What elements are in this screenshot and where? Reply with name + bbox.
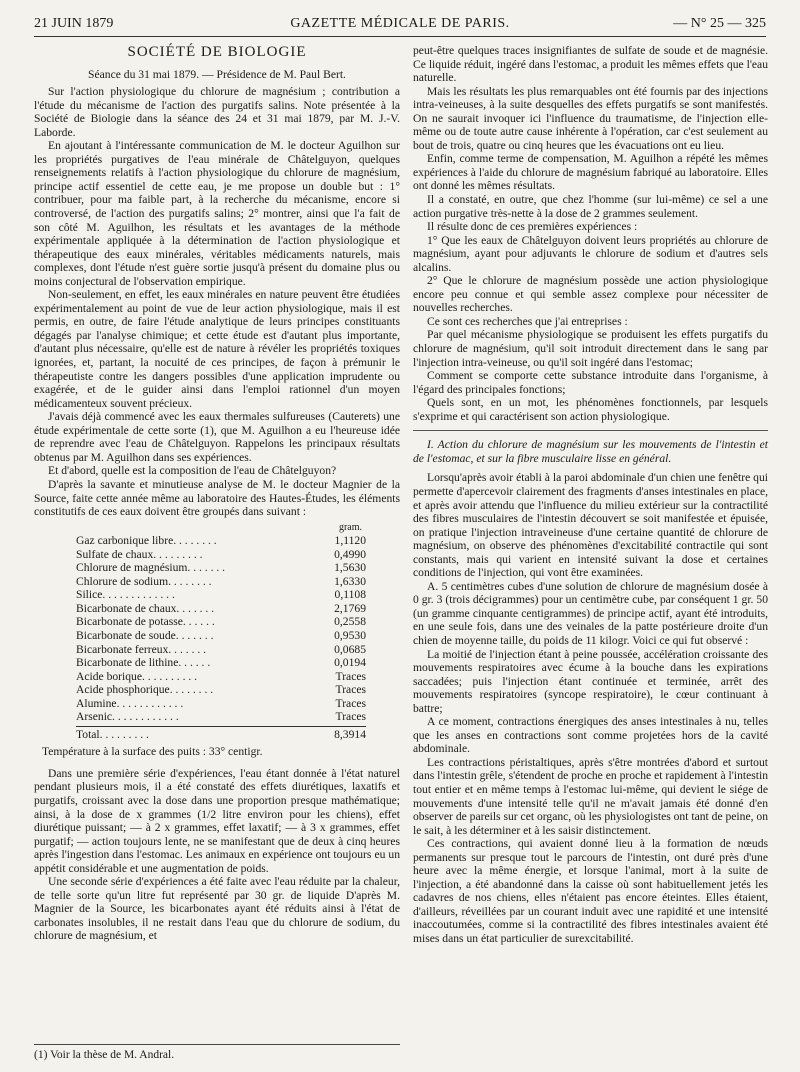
paragraph: Lorsqu'après avoir établi à la paroi abdominale d'un chien une fenêtre qui permette d'apercevoir clairement des fragments d'anses intestinales en place, et après avoir attendu que l'influence du milieu extérieur sur la contractilité des fibres musculaires de l'intestin découvert se soit manifestée et épuisée, on pratique l'injection intraveineuse d'une certaine quantité de chlorure de magnésium, on observe des phénomènes d'excitabilité contractile qui sont constants, mais qui varient en intensité suivant la dose et certaines conditions de l'injection, qui vont être examinées. xyxy=(413,471,768,580)
left-column xyxy=(34,44,400,943)
table-row xyxy=(76,575,366,589)
table-cell-name: Acide phosphorique. . . . . . . . xyxy=(76,683,214,697)
table-cell-value: 0,4990 xyxy=(334,547,366,561)
paragraph: 1° Que les eaux de Châtelguyon doivent leurs propriétés au chlorure de magnésium, ayant pour adjuvants le chlorure de sodium et d'autres sels alcalins. xyxy=(413,233,768,274)
table-cell-value: Traces xyxy=(335,669,366,683)
paragraph: Une seconde série d'expériences a été faite avec l'eau réduite par la chaleur, de telle sorte qu'un litre fut représenté par 30 gr. de liquide D'après M. Magnier de la Source, les bicarbonates ayant été réduits ainsi à l'état de carbonates insolubles, il ne restait dans l'eau que du chlorure de sodium, du chlorure de magnésium, et xyxy=(34,875,400,943)
table-cell-name: Bicarbonate de soude. . . . . . . xyxy=(76,628,214,642)
table-cell-name: Bicarbonate de lithine. . . . . . xyxy=(76,656,211,670)
table-row xyxy=(76,534,366,548)
table-row xyxy=(76,548,366,562)
section-title: SOCIÉTÉ DE BIOLOGIE xyxy=(127,44,307,60)
table-cell-value: Traces xyxy=(335,710,366,724)
total-label: Total. . . . . . . . . xyxy=(76,727,149,741)
paragraph: Non-seulement, en effet, les eaux minérales en nature peuvent être étudiées expérimentalement au point de vue de leur action physiologique, mais il est permis, en outre, de faire l'étude analytique de leurs principes constituants dégagés par l'analyse chimique; et cette étude est d'autant plus importante, d'autant plus nécessaire, qu'elle est de nature à révéler les propriétés toxiques ignorées, et, partant, la nocuité de ces principes, de façon à prémunir le thérapeutiste contre les dangers possibles d'une application imprudente ou exagérée, et de le guider ainsi dans l'emploi rationnel d'un moyen médicamenteux souvent précieux. xyxy=(34,288,400,410)
table-cell-value: Traces xyxy=(335,696,366,710)
table-cell-value: 2,1769 xyxy=(334,601,366,615)
paragraph: Ces contractions, qui avaient donné lieu à la formation de nœuds permanents sur presque tout le parcours de l'intestin, ont duré près d'une heure avec la même énergie, et lorsque l'animal, mort à la suite de l'injection, a été abandonné dans la caisse où sont habituellement jetés les cadavres de nos chiens, elles n'étaient pas encore éteintes. Elles étaient, d'ailleurs, réveillées par un courant induit avec une rapidité et une intensité inaccoutumées, comme si la contractilité des fibres intestinales avaient été mises dans un état particulier de surexcitabilité. xyxy=(413,837,768,945)
paragraph: Et d'abord, quelle est la composition de l'eau de Châtelguyon? xyxy=(48,464,337,478)
paragraph: Comment se comporte cette substance introduite dans l'organisme, à l'égard des principales fonctions; xyxy=(413,369,768,396)
table-cell-name: Bicarbonate ferreux. . . . . . . xyxy=(76,642,207,656)
table-row xyxy=(76,561,366,575)
header-journal-title: GAZETTE MÉDICALE DE PARIS. xyxy=(290,16,510,31)
table-unit: gram. xyxy=(338,521,362,533)
table-cell-name: Arsenic. . . . . . . . . . . . xyxy=(76,710,179,724)
table-total-row xyxy=(76,726,366,742)
article-intro: Sur l'action physiologique du chlorure de magnésium ; contribution a l'étude du mécanisme de l'action des purgatifs salins. Note présentée à la Société de Biologie dans la séance des 24 et 31 mai 1879, par M. J.-V. Laborde. xyxy=(34,85,400,139)
paragraph: Il a constaté, en outre, que chez l'homme (sur lui-même) ce sel a une action purgative très-nette à la dose de 2 grammes seulement. xyxy=(413,193,768,220)
table-row xyxy=(76,656,366,670)
paragraph: 2° Que le chlorure de magnésium possède une action physiologique encore peu connue et qui semble assez complexe pour nécessiter de nouvelles recherches. xyxy=(413,274,768,315)
paragraph: J'avais déjà commencé avec les eaux thermales sulfureuses (Cauterets) une étude expérimentale de cette sorte (1), que M. Aguilhon a eu l'heureuse idée de reprendre avec l'eau de Châtelguyon. Rappelons les principaux résultats obtenus par M. Aguilhon dans ses expériences. xyxy=(34,410,400,464)
section-divider xyxy=(413,430,768,431)
table-cell-value: 0,1108 xyxy=(334,588,366,602)
table-row xyxy=(76,588,366,602)
seance-line: Séance du 31 mai 1879. — Présidence de M. Paul Bert. xyxy=(88,67,346,81)
paragraph: Par quel mécanisme physiologique se produisent les effets purgatifs du chlorure de magnésium, qu'il soit introduit directement dans le sang par l'injection intra-veineuse, ou qu'il soit ingéré dans l'estomac; xyxy=(413,328,768,369)
paragraph: En ajoutant à l'intéressante communication de M. le docteur Aguilhon sur les propriétés purgatives de l'eau minérale de Châtelguyon, quelques renseignements relatifs à l'action physiologique du chlorure de magnésium, principe actif essentiel de cette eau, je me propose un double but : 1° contribuer, pour ma faible part, à la recherche du mécanisme, encore si controversé, de l'action des purgatifs salins; 2° montrer, ainsi que l'a fait de son côté M. Aguilhon, les résultats et les avantages de la méthode expérimentale appliquée à la détermination de l'action physiologique et thérapeutique des eaux minérales, véritables médicaments naturels, mais complexes, dont l'étude n'est guère sortie jusqu'à présent du domaine plus ou moins conjectural de l'observation empirique. xyxy=(34,139,400,288)
table-cell-name: Acide borique. . . . . . . . . . xyxy=(76,669,198,683)
paragraph: Enfin, comme terme de compensation, M. Aguilhon a répété les mêmes expériences à l'aide du chlorure de magnésium fabriqué au laboratoire. Elles ont donné les mêmes résultats. xyxy=(413,152,768,193)
composition-table xyxy=(76,521,366,742)
page-header xyxy=(34,14,766,37)
paragraph: Les contractions péristaltiques, après s'être montrées d'abord et surtout dans l'intestin grêle, s'étendent de proche en proche et rapidement à l'intestin tout entier et en même temps à l'estomac lui-même, qui devient le siége de mouvements d'une intensité telle qu'il ne m'avait jamais été donné d'en observer de pareils sur cet organc, où les physiologistes ont tant de peine, on le sait, à les déterminer et à les saisir distinctement. xyxy=(413,755,768,837)
right-column xyxy=(413,44,768,946)
paragraph: A. 5 centimètres cubes d'une solution de chlorure de magnésium dosée à 0 gr. 3 (trois décigrammes) pour un centimètre cube, par conséquent 1 gr. 50 (un gramme cinquante centigrammes) de principe actif, ayant été introduits, en une seule fois, dans une des veinales de la patte postérieure droite d'un chien de moyenne taille, du poids de 11 kilogr. Voici ce qui fut observé : xyxy=(413,579,768,647)
table-row xyxy=(76,643,366,657)
table-cell-name: Bicarbonate de chaux. . . . . . . xyxy=(76,601,215,615)
table-cell-name: Sulfate de chaux. . . . . . . . . xyxy=(76,547,203,561)
table-cell-value: 0,0685 xyxy=(334,642,366,656)
footnote: (1) Voir la thèse de M. Andral. xyxy=(34,1044,400,1061)
paragraph: La moitié de l'injection étant à peine poussée, accélération croissante des mouvements respiratoires avec écume à la bouche dans les expirations saccadées; puis l'injection étant continuée et terminée, arrêt des mouvements respiratoires (syncope respiratoire), le cœur continuant à battre; xyxy=(413,647,768,715)
paragraph: Dans une première série d'expériences, l'eau étant donnée à l'état naturel pendant plusieurs mois, il a été constaté des effets diurétiques, laxatifs et purgatifs, croissant avec la dose dans une proportion presque mathématique; ainsi, à la dose de x grammes (1/2 litre environ pour les chiens), effet diurétique puissant; — à 2 x grammes, effet laxatif; — à 3 x grammes, effet purgatif; — action toujours lente, ne se manifestant que de deux à cinq heures après l'ingestion dans l'estomac. Les animaux en expérience ont toujours eu un appétit considérable et une augmentation de poids. xyxy=(34,766,400,875)
table-cell-name: Alumine. . . . . . . . . . . . xyxy=(76,696,184,710)
table-cell-value: 0,2558 xyxy=(334,615,366,629)
table-cell-value: 0,0194 xyxy=(334,656,366,670)
table-cell-name: Gaz carbonique libre. . . . . . . . xyxy=(76,534,217,548)
paragraph: peut-être quelques traces insignifiantes de sulfate de soude et de magnésie. Ce liquide réduit, ingéré dans l'estomac, a produit les mêmes effets que l'eau naturelle. xyxy=(413,44,768,85)
header-issue-number: — N° 25 — 325 xyxy=(673,16,766,31)
table-cell-name: Chlorure de sodium. . . . . . . . xyxy=(76,574,212,588)
table-cell-value: 1,1120 xyxy=(334,534,366,548)
table-cell-value: 1,5630 xyxy=(334,561,366,575)
table-row xyxy=(76,615,366,629)
table-row xyxy=(76,710,366,724)
paragraph: Il résulte donc de ces premières expériences : xyxy=(427,220,638,234)
table-row xyxy=(76,602,366,616)
table-cell-name: Chlorure de magnésium. . . . . . . xyxy=(76,561,226,575)
header-date: 21 JUIN 1879 xyxy=(34,16,114,31)
paragraph: D'après la savante et minutieuse analyse de M. le docteur Magnier de la Source, faite cette année même au laboratoire des Hautes-Études, les éléments constitutifs de ces eaux doivent être groupés dans suivant : xyxy=(34,477,400,519)
table-cell-name: Bicarbonate de potasse. . . . . . xyxy=(76,615,215,629)
table-cell-value: 0,9530 xyxy=(334,628,366,642)
table-cell-name: Silice. . . . . . . . . . . . . xyxy=(76,588,175,602)
paragraph: Mais les résultats les plus remarquables ont été fournis par des injections intra-veineuses, à la suite desquelles des effets purgatifs se sont manifestés. On ne saurait invoquer ici l'influence du traumatisme, de l'injection elle-même ou de toute autre cause inhérente à l'opération, car c'est seulement au bout de trois, quatre ou cinq heures que les évacuations ont eu lieu. xyxy=(413,84,768,152)
table-cell-value: Traces xyxy=(335,683,366,697)
table-cell-value: 1,6330 xyxy=(334,574,366,588)
paragraph: Ce sont ces recherches que j'ai entreprises : xyxy=(427,314,628,328)
table-row xyxy=(76,629,366,643)
table-row xyxy=(76,670,366,684)
table-row xyxy=(76,683,366,697)
table-row xyxy=(76,697,366,711)
temperature-line: Température à la surface des puits : 33° centigr. xyxy=(42,745,263,759)
paragraph: Quels sont, en un mot, les phénomènes fonctionnels, par lesquels s'exprime et qui caractérisent son action physiologique. xyxy=(413,396,768,423)
section-heading: I. Action du chlorure de magnésium sur les mouvements de l'intestin et de l'estomac, et sur la fibre musculaire lisse en général. xyxy=(413,438,768,465)
paragraph: A ce moment, contractions énergiques des anses intestinales à nu, telles que les anses en contractions sont comme projetées hors de la cavité abdominale. xyxy=(413,715,768,756)
total-value: 8,3914 xyxy=(334,727,366,741)
